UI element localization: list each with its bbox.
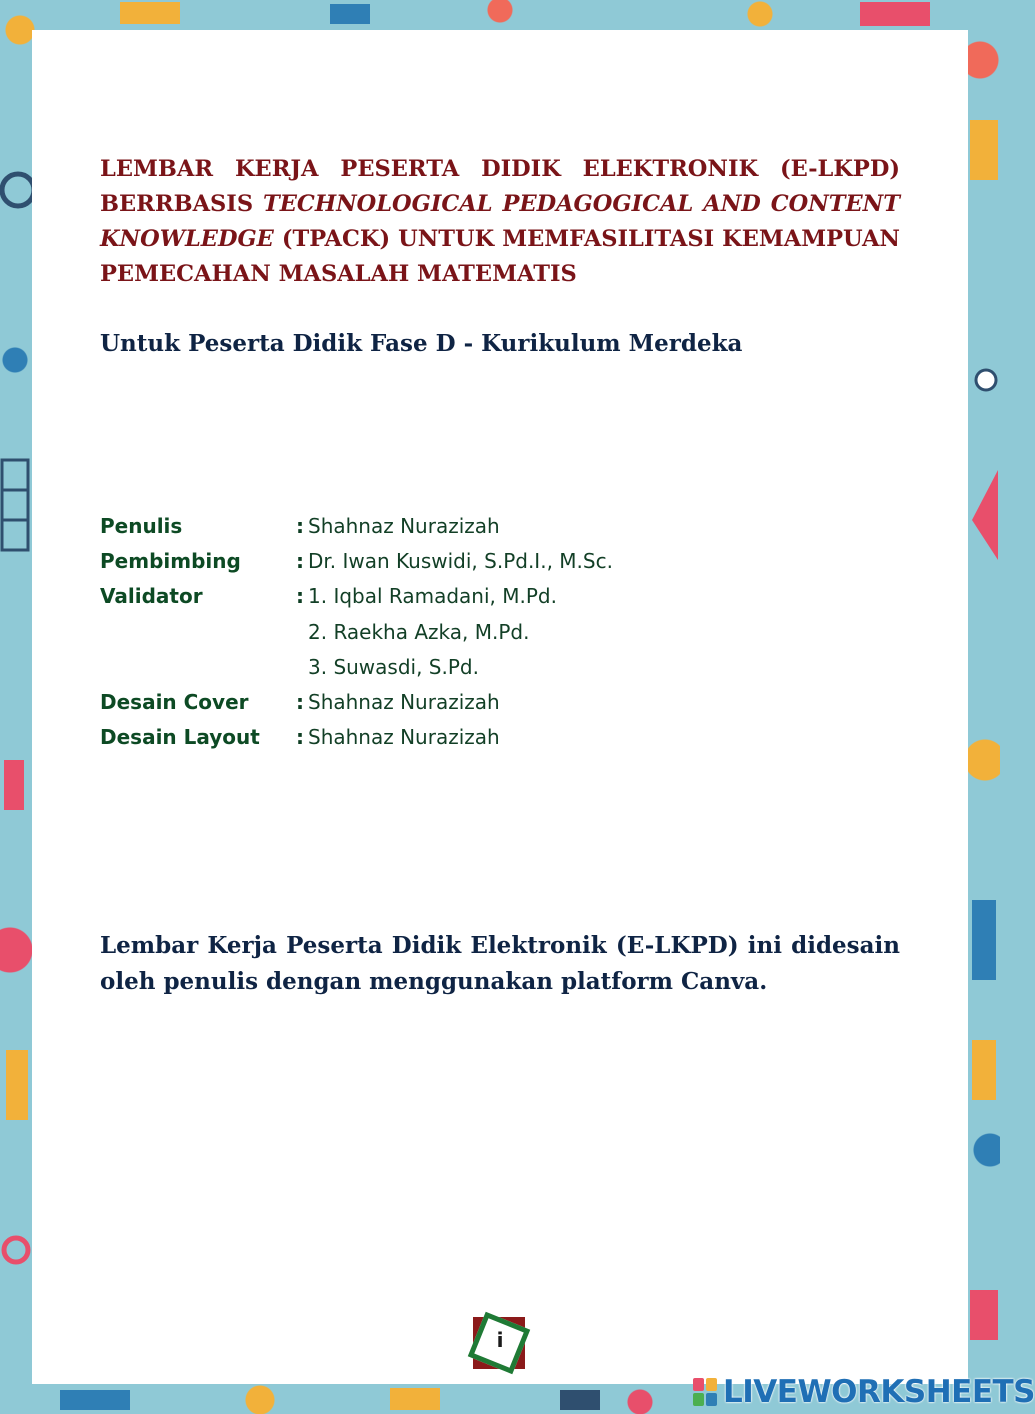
credit-colon: : (296, 725, 304, 750)
credit-value: Shahnaz Nurazizah (308, 513, 500, 538)
credit-value: 3. Suwasdi, S.Pd. (308, 654, 479, 679)
credit-colon: : (296, 548, 304, 573)
credit-colon: : (296, 584, 304, 609)
title-prefix: BERRBASIS (100, 191, 264, 217)
title-line-1: LEMBAR KERJA PESERTA DIDIK ELEKTRONIK (E-LKPD) (100, 156, 900, 182)
credit-value: Dr. Iwan Kuswidi, S.Pd.I., M.Sc. (308, 548, 613, 573)
credit-row-desain-cover (100, 684, 800, 719)
credit-row-validator-3 (100, 649, 800, 684)
credit-label: Pembimbing (100, 548, 241, 573)
liveworksheets-brand[interactable] (693, 1374, 1035, 1410)
credit-label: Penulis (100, 513, 183, 538)
brand-name: LIVEWORKSHEETS (723, 1374, 1035, 1410)
credit-value: Shahnaz Nurazizah (308, 690, 500, 715)
credit-row-validator (100, 579, 800, 614)
credit-colon: : (296, 513, 304, 538)
page-number-badge (470, 1314, 530, 1374)
page-number: i (496, 1328, 504, 1352)
credit-row-desain-layout (100, 720, 800, 755)
title-italic: TECHNOLOGICAL PEDAGOGICAL AND CONTENT KNOWLEDGE (100, 191, 900, 252)
title-suffix: (TPACK) UNTUK MEMFASILITASI KEMAMPUAN PEMECAHAN MASALAH MATEMATIS (100, 226, 900, 287)
credits-list (100, 508, 800, 755)
document-title (100, 152, 900, 292)
credit-value: Shahnaz Nurazizah (308, 725, 500, 750)
credit-row-validator-2 (100, 614, 800, 649)
credit-row-penulis (100, 508, 800, 543)
credit-colon: : (296, 690, 304, 715)
credit-value: 1. Iqbal Ramadani, M.Pd. (308, 584, 557, 609)
credit-label: Validator (100, 584, 203, 609)
credit-label: Desain Cover (100, 690, 249, 715)
liveworksheets-logo-icon (693, 1378, 717, 1406)
credit-row-pembimbing (100, 543, 800, 578)
credit-value: 2. Raekha Azka, M.Pd. (308, 619, 530, 644)
credit-label: Desain Layout (100, 725, 260, 750)
document-subtitle: Untuk Peserta Didik Fase D - Kurikulum Merdeka (100, 330, 743, 357)
design-note: Lembar Kerja Peserta Didik Elektronik (E-LKPD) ini didesain oleh penulis dengan menggunakan platform Canva. (100, 932, 900, 995)
